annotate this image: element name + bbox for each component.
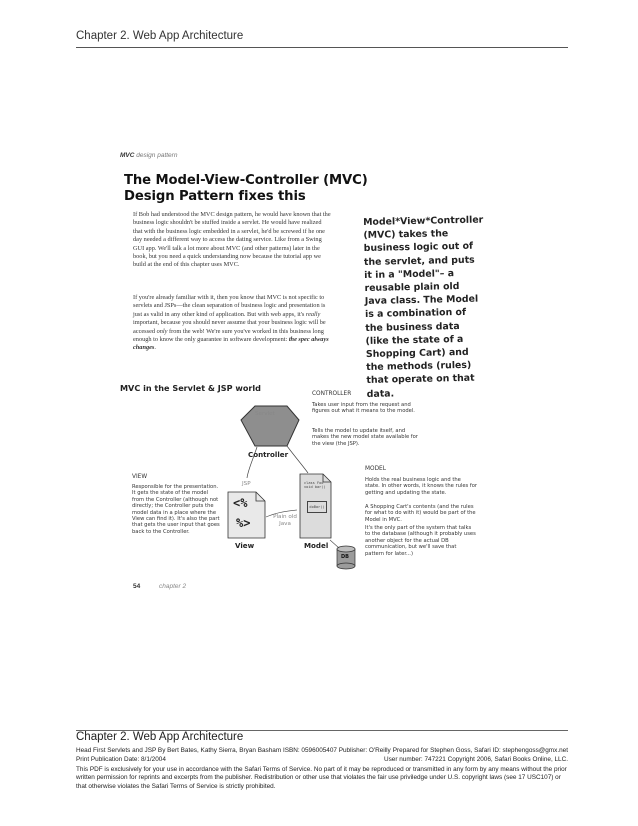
page-header-title: Chapter 2. Web App Architecture	[76, 30, 244, 42]
controller-description-1: Takes user input from the request and figures out what it means to the model.	[312, 402, 415, 415]
footer-title: Chapter 2. Web App Architecture	[76, 731, 244, 743]
controller-description-2: Tells the model to update itself, and makes the new model state available for the view (the JSP).	[312, 428, 418, 447]
section-tag-bold: MVC	[120, 152, 135, 159]
para2-text-c: from the web! We're sure you've worked in this business long enough to know the only guarantee in software development:	[133, 327, 324, 344]
model-doc-method: doBar()	[307, 501, 327, 513]
section-tag-text: design pattern	[134, 152, 178, 159]
model-doc-code: class Foo void bar()	[304, 481, 326, 490]
model-description-1: Holds the real business logic and the state. In other words, it knows the rules for getting and updating the state.	[365, 477, 478, 496]
jsp-glyph-open: <%	[233, 496, 248, 510]
page-chapter-label: chapter 2	[159, 583, 187, 590]
para2-text-d: .	[154, 344, 156, 352]
handwritten-note: Model*View*Controller (MVC) takes the business logic out of the servlet, and puts it in a "Model"– a reusable plain old Java class. The Model is a combination of the business data (like the state of a Shopping Cart) and the methods (rules) that operate on that data.	[363, 214, 484, 400]
para2-emphasis-only: only	[156, 327, 168, 335]
footer-book-info: Head First Servlets and JSP By Bert Bates, Kathy Sierra, Bryan Basham ISBN: 0596005407 Publisher: O'Reilly	[76, 747, 391, 754]
footer-line-1	[76, 747, 568, 755]
jsp-glyph-close: %>	[236, 516, 251, 530]
footer-legal-notice: This PDF is exclusively for your use in accordance with the Safari Terms of Service. No part of it may be reproduced or transmitted in any form by any means without the prior written permission for reprints and excerpts from the publisher. Redistribution or other use that violates the fair use priviledge under U.S. copyright laws (see 17 USC107) or that otherwise violates the Safari Terms of Service is strictly prohibited.	[76, 766, 567, 790]
plain-old-java-label: Plain old Java	[273, 514, 297, 527]
jsp-label: JSP	[242, 481, 251, 487]
footer-publication-date: Print Publication Date: 8/1/2004	[76, 756, 166, 763]
view-description: Responsible for the presentation. It gets the state of the model from the Controller (although not directly; the Controller puts the model data in a place where the View can find it). It's also the part that gets the user input that goes back to the Controller.	[132, 484, 220, 535]
arrow-model-to-db	[330, 540, 339, 548]
section-heading-line1: The Model-View-Controller (MVC)	[124, 173, 368, 188]
para2-text-b: important, because you should never assume that your business logic will be accessed	[133, 319, 326, 335]
controller-label: Controller	[248, 450, 289, 459]
page-number: 54	[133, 583, 141, 590]
section-heading-line2: Design Pattern fixes this	[124, 189, 306, 204]
db-label: DB	[341, 554, 349, 560]
footer-copyright: User number: 747221 Copyright 2006, Safari Books Online, LLC.	[383, 756, 568, 763]
footer-prepared-for: Prepared for Stephen Goss, Safari ID: stephengoss@gmx.net	[392, 747, 568, 754]
body-paragraph-1: If Bob had understood the MVC design pattern, he would have known that the business logic shouldn't be stuffed inside a servlet. He would have realized that with the business logic embedded in a servlet, he'd be screwed if he one day needed a different way to access the dating service. Like from a Swing GUI app. We'll talk a lot more about MVC (and other patterns) later in the book, but you need a quick understanding now because the tutorial app we build at the end of this chapter uses MVC.	[133, 211, 331, 269]
servlet-label: Servlet	[255, 411, 275, 417]
para2-emphasis-spec: the spec always changes	[133, 336, 329, 352]
diagram-title: MVC in the Servlet & JSP world	[120, 383, 261, 393]
controller-heading: CONTROLLER	[312, 391, 352, 397]
model-heading: MODEL	[365, 466, 386, 472]
footer-line-2	[76, 756, 568, 764]
model-label: Model	[304, 541, 329, 550]
arrow-controller-to-model	[287, 446, 308, 473]
para2-text-a: If you're already familiar with it, then you know that MVC is not specific to servlets and JSPs—the clean separation of business logic and presentation is just as valid in any other kind of application. But with web apps, it's	[133, 294, 326, 318]
view-label: View	[235, 541, 255, 550]
model-description-3: It's the only part of the system that talks to the database (although it probably uses another object for the actual DB communication, but we'll save that pattern for later...)	[365, 525, 476, 557]
view-heading: VIEW	[132, 474, 148, 480]
para2-emphasis-really: really	[305, 310, 321, 318]
model-description-2: A Shopping Cart's contents (and the rules for what to do with it) would be part of the Model in MVC.	[365, 504, 476, 523]
